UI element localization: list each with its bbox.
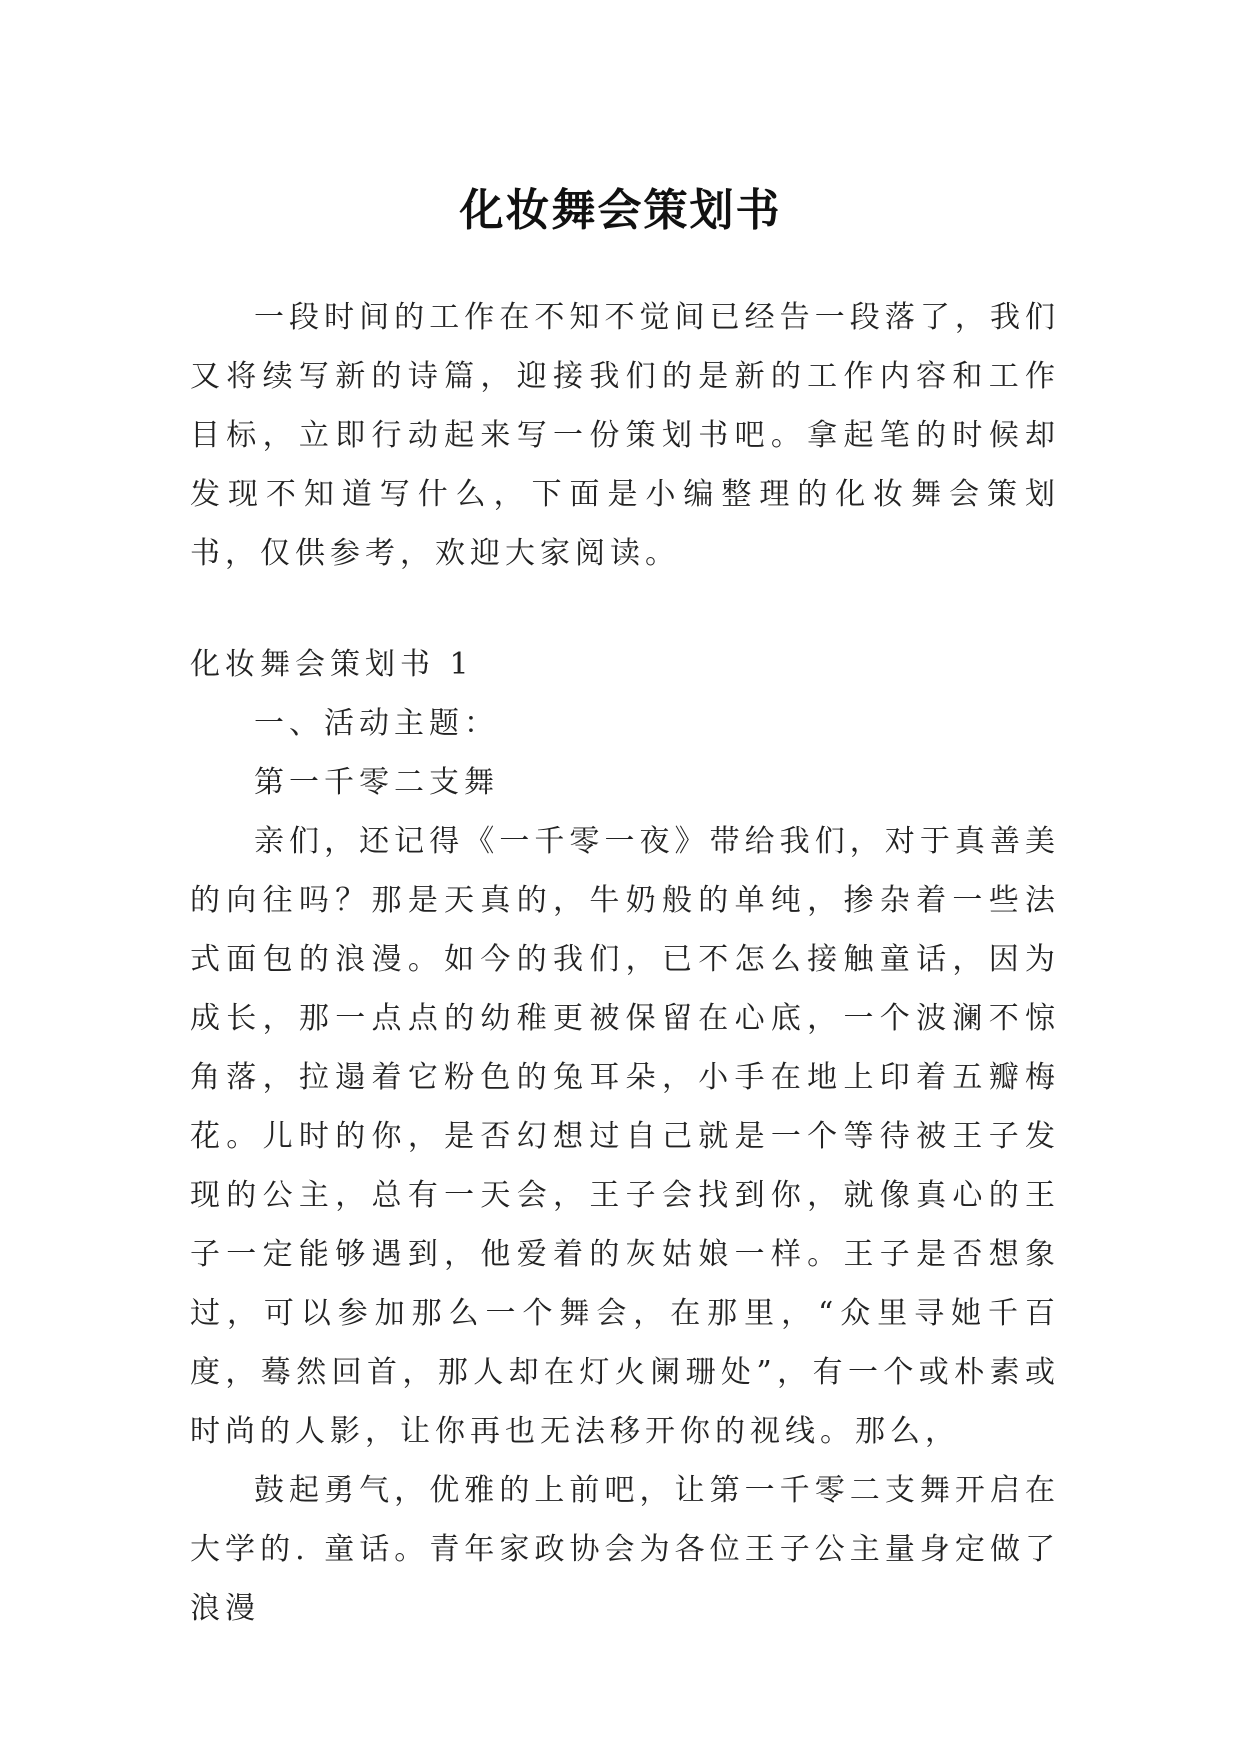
intro-block <box>190 288 1060 583</box>
document-title: 化妆舞会策划书 <box>459 185 782 237</box>
theme-line: 第一千零二支舞 <box>254 765 499 800</box>
body-paragraph-1: 亲们，还记得《一千零一夜》带给我们，对于真善美的向往吗？那是天真的，牛奶般的单纯，掺杂着一些法式面包的浪漫。如今的我们，已不怎么接触童话，因为成长，那一点点的幼稚更被保留在心底，一个波澜不惊角落，拉遢着它粉色的兔耳朵，小手在地上印着五瓣梅花。儿时的你，是否幻想过自己就是一个等待被王子发现的公主，总有一天会，王子会找到你，就像真心的王子一定能够遇到，他爱着的灰姑娘一样。王子是否想象过，可以参加那么一个舞会，在那里，“众里寻她千百度，蓦然回首，那人却在灯火阑珊处”，有一个或朴素或时尚的人影，让你再也无法移开你的视线。那么， <box>190 824 1060 1449</box>
item-heading: 一、活动主题： <box>254 706 499 741</box>
section-block <box>190 635 1060 1638</box>
intro-paragraph: 一段时间的工作在不知不觉间已经告一段落了，我们又将续写新的诗篇，迎接我们的是新的工作内容和工作目标，立即行动起来写一份策划书吧。拿起笔的时候却发现不知道写什么，下面是小编整理的化妆舞会策划书，仅供参考，欢迎大家阅读。 <box>190 300 1060 571</box>
body-paragraph-2: 鼓起勇气，优雅的上前吧，让第一千零二支舞开启在大学的. 童话。青年家政协会为各位王子公主量身定做了浪漫 <box>190 1473 1060 1626</box>
section-heading: 化妆舞会策划书 1 <box>190 647 474 682</box>
